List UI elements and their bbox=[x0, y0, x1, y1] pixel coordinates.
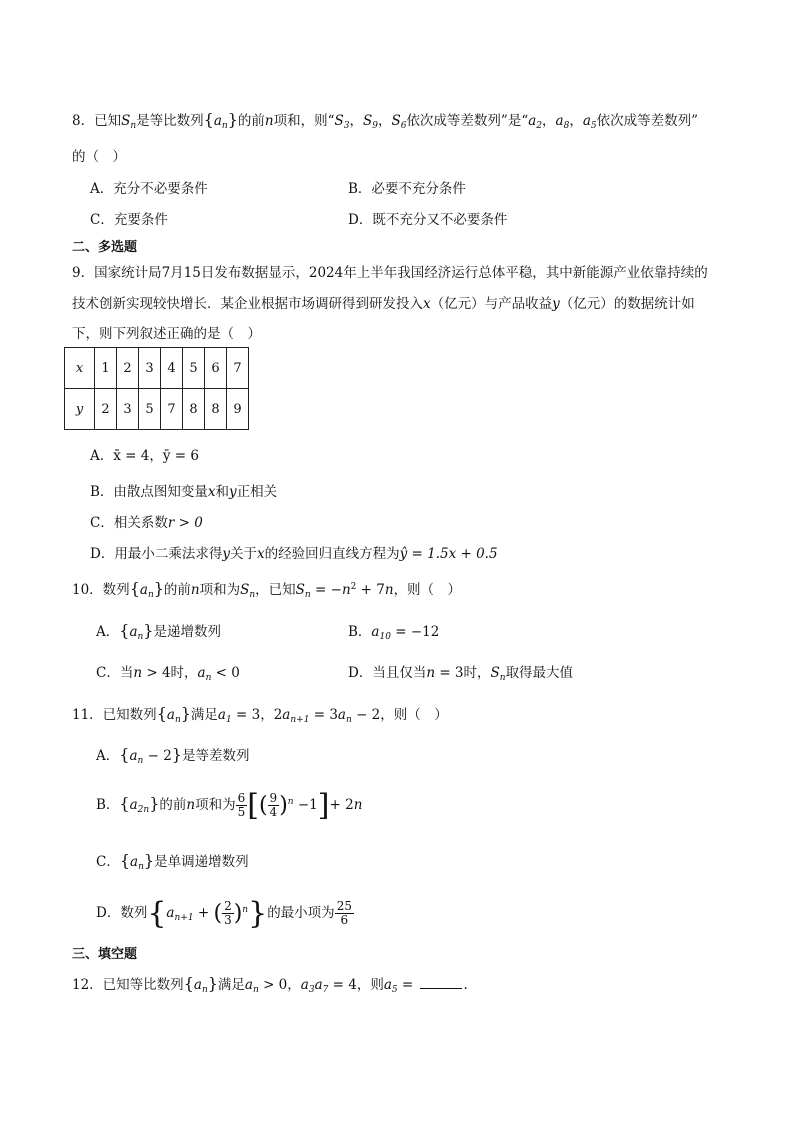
table-cell: 8 bbox=[183, 389, 205, 430]
q9-option-b: B．由散点图知变量x和y正相关 bbox=[90, 484, 278, 500]
table-cell: 5 bbox=[139, 389, 161, 430]
table-cell: 7 bbox=[227, 348, 249, 389]
table-header-x: x bbox=[65, 348, 95, 389]
table-cell: 3 bbox=[139, 348, 161, 389]
table-row-y bbox=[65, 389, 249, 430]
q11-option-a: A．$\{a_n - 2\}$是等差数列 bbox=[96, 745, 250, 766]
q10-option-c: C．当n > 4时，$a_n < 0$ bbox=[96, 665, 240, 683]
table-cell: 9 bbox=[227, 389, 249, 430]
q9-option-a: A．x̄ = 4，ȳ = 6 bbox=[90, 448, 199, 464]
q8-option-d: D．既不充分又不必要条件 bbox=[348, 212, 508, 228]
question-8-line1: 8．已知$S_n$是等比数列$\{a_n\}$的前n项和，则“$S_3$，$S_9$，$S_6$依次成等差数列”是“$a_2$，$a_8$，$a_5$依次成等差数列” bbox=[72, 110, 699, 131]
q9-option-c: C．相关系数r > 0 bbox=[90, 515, 203, 531]
table-cell: 3 bbox=[117, 389, 139, 430]
table-cell: 1 bbox=[95, 348, 117, 389]
answer-blank[interactable] bbox=[420, 988, 462, 989]
q10-option-a: A．$\{a_n\}$是递增数列 bbox=[96, 621, 221, 642]
table-cell: 5 bbox=[183, 348, 205, 389]
q8-number: 8． bbox=[72, 113, 95, 129]
q11-option-c: C．$\{a_n\}$是单调递增数列 bbox=[96, 851, 249, 872]
section-heading-multiple-choice: 二、多选题 bbox=[72, 240, 138, 255]
table-cell: 8 bbox=[205, 389, 227, 430]
q8-option-c: C．充要条件 bbox=[90, 212, 168, 228]
data-table bbox=[64, 347, 249, 430]
q9-option-d: D．用最小二乘法求得y关于x的经验回归直线方程为ŷ = 1.5x + 0.5 bbox=[90, 546, 498, 562]
table-cell: 4 bbox=[161, 348, 183, 389]
section-heading-fill-in: 三、填空题 bbox=[72, 947, 138, 962]
q8-option-b: B．必要不充分条件 bbox=[348, 181, 466, 197]
q11-option-b: B．$\{a_{2n}\}$的前n项和为 $\frac{6}{5}$ [( $\frac{9}{4}$ )$^n$ −1]+ 2n bbox=[96, 788, 363, 823]
q11-option-d: D．数列{$a_{n+1}$ + ( $\frac{2}{3}$ )$^n$}的最小项为 $\frac{25}{6}$ bbox=[96, 896, 352, 931]
table-header-y: y bbox=[65, 389, 95, 430]
table-cell: 2 bbox=[117, 348, 139, 389]
question-9-line3: 下，则下列叙述正确的是（ ） bbox=[72, 326, 261, 342]
question-10-line1: 10．数列$\{a_n\}$的前n项和为$S_n$，已知$S_n = -n^2 + 7n$，则（ ） bbox=[72, 579, 462, 600]
question-11-line1: 11．已知数列$\{a_n\}$满足$a_1 = 3$，$2a_{n+1} = 3a_n - 2$，则（ ） bbox=[72, 704, 448, 725]
table-cell: 7 bbox=[161, 389, 183, 430]
q10-option-d: D．当且仅当n = 3时，$S_n$取得最大值 bbox=[348, 665, 574, 683]
question-12-line1: 12．已知等比数列$\{a_n\}$满足$a_n > 0$，$a_3a_7 = 4$，则$a_5$ = . bbox=[72, 974, 468, 995]
question-8-line2: 的（ ） bbox=[72, 149, 126, 165]
question-9-line1: 9．国家统计局7月15日发布数据显示，2024年上半年我国经济运行总体平稳，其中新能源产业依靠持续的 bbox=[72, 265, 708, 281]
table-row-x bbox=[65, 348, 249, 389]
q10-option-b: B．$a_{10} = -12$ bbox=[348, 624, 440, 642]
table-cell: 2 bbox=[95, 389, 117, 430]
table-cell: 6 bbox=[205, 348, 227, 389]
question-9-line2: 技术创新实现较快增长．某企业根据市场调研得到研发投入x（亿元）与产品收益y（亿元）的数据统计如 bbox=[72, 296, 695, 312]
q8-option-a: A．充分不必要条件 bbox=[90, 181, 208, 197]
